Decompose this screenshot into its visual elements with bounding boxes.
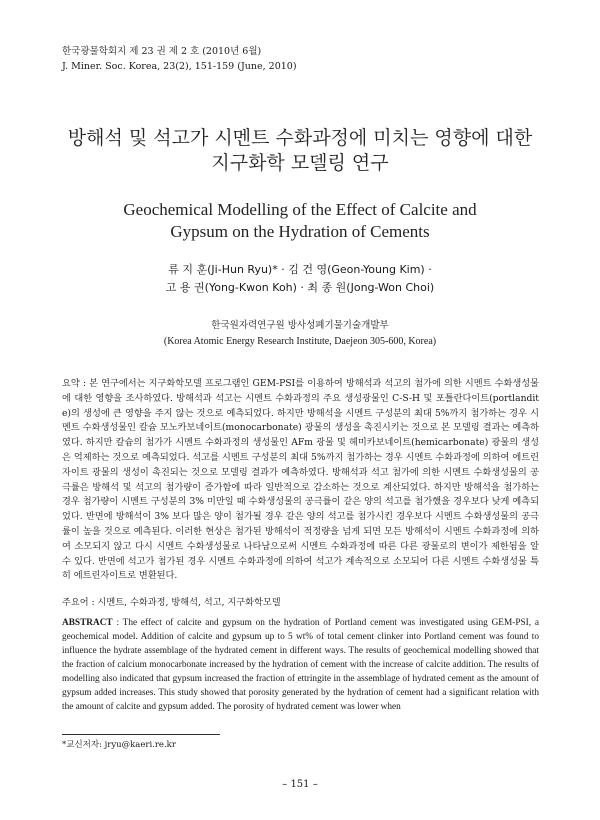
footnote-divider	[62, 734, 220, 735]
affiliation	[0, 318, 600, 350]
affiliation-en: (Korea Atomic Energy Research Institute, Daejeon 305-600, Korea)	[163, 336, 437, 347]
author-list	[0, 261, 600, 297]
english-title	[0, 199, 600, 243]
journal-header-ko: 한국광물학회지 제 23 권 제 2 호 (2010년 6월)	[62, 46, 262, 57]
author-line2: 고 용 권(Yong-Kwon Koh) · 최 종 원(Jong-Won Choi)	[165, 281, 435, 294]
journal-header	[62, 44, 297, 74]
abstract-text: : The effect of calcite and gypsum on the hydration of Portland cement was investigated using GEM-PSI, a geochemical model. Addition of calcite and gypsum up to 5 wt% of total cement clinker into Portland cement was found to influence the hydrate assemblage of the hydrated cement in different ways. The results of geochemical modelling showed that the fraction of calcium monocarbonate increased by the hydration of cement with the increase of calcite addition. The results of modelling also indicated that gypsum increased the fraction of ettringite in the assemblage of hydrated cement as the amount of gypsum added increases. This study showed that porosity generated by the hydration of cement had a significant relation with the amount of calcite and gypsum added. The porosity of hydrated cement was lower when	[62, 618, 540, 712]
journal-header-en: J. Miner. Soc. Korea, 23(2), 151-159 (June, 2010)	[62, 61, 297, 72]
english-title-line2: Gypsum on the Hydration of Cements	[170, 222, 430, 241]
affiliation-ko: 한국원자력연구원 방사성폐기물기술개발부	[211, 320, 389, 331]
english-abstract	[62, 616, 539, 714]
keywords: 주요어 : 시멘트, 수화과정, 방해석, 석고, 지구화학모델	[62, 597, 281, 608]
english-title-line1: Geochemical Modelling of the Effect of Calcite and	[123, 200, 477, 219]
author-line1: 류 지 훈(Ji-Hun Ryu)* · 김 건 영(Geon-Young Kim) ·	[168, 263, 432, 276]
korean-abstract: 요약 : 본 연구에서는 지구화학모델 프로그램인 GEM-PSI를 이용하여 방해석과 석고의 첨가에 의한 시멘트 수화생성물에 대한 영향을 조사하였다. 방해석과 석고는 시멘트 수화과정의 주요 생성광물인 C-S-H 및 포틀란다이트(portlandite)의 생성에 큰 영향을 주지 않는 것으로 예측되었다. 하지만 방해석을 시멘트 구성분의 최대 5%까지 첨가하는 경우 시멘트 수화생성물인 칼슘 모노카보네이트(monocarbonate) 광물의 생성을 촉진시키는 것으로 본 모델링 결과는 예측하였다. 하지만 칼슘의 첨가가 시멘트 수화과정의 생성물인 AFm 광물 및 헤미카보네이트(hemicarbonate) 광물의 생성은 억제하는 것으로 예측되었다. 석고를 시멘트 구성분의 최대 5%까지 첨가하는 경우 시멘트 수화과정에 의하여 에트린자이트 광물의 생성이 촉진되는 것으로 모델링 결과가 예측하였다. 방해석과 석고 첨가에 의한 시멘트 수화생성물의 공극률은 방해석 및 석고의 첨가량이 증가함에 따라 일반적으로 감소하는 것으로 계산되었다. 하지만 방해석을 첨가하는 경우 첨가량이 시멘트 구성분의 3% 미만일 때 수화생성물의 공극률이 같은 양의 석고를 첨가했을 경우보다 낮게 예측되었다. 반면에 방해석이 3% 보다 많은 양이 첨가될 경우 같은 양의 석고를 첨가시킨 경우보다 시멘트 수화생성물의 공극률이 높을 것으로 예측된다. 이러한 현상은 첨가된 방해석이 적정량을 넘게 되면 모든 방해석이 시멘트 수화과정에 의하여 소모되지 않고 다시 시멘트 수화생성물로 나타남으로써 시멘트 수화과정에 따른 다른 광물로의 변이가 제한됨을 알 수 있다. 반면에 석고가 첨가된 경우 시멘트 수화과정에 의하여 석고가 계속적으로 소모되어 다른 시멘트 수화생성물 특히 에트린자이트로 변환된다.	[62, 378, 539, 582]
korean-title-line1: 방해석 및 석고가 시멘트 수화과정에 미치는 영향에 대한	[67, 127, 533, 149]
abstract-label: ABSTRACT	[62, 618, 113, 628]
footnote: *교신저자: jryu@kaeri.re.kr	[62, 740, 176, 750]
korean-title-line2: 지구화학 모델링 연구	[211, 152, 389, 174]
korean-title	[0, 126, 600, 176]
page-number: – 151 –	[282, 779, 318, 790]
